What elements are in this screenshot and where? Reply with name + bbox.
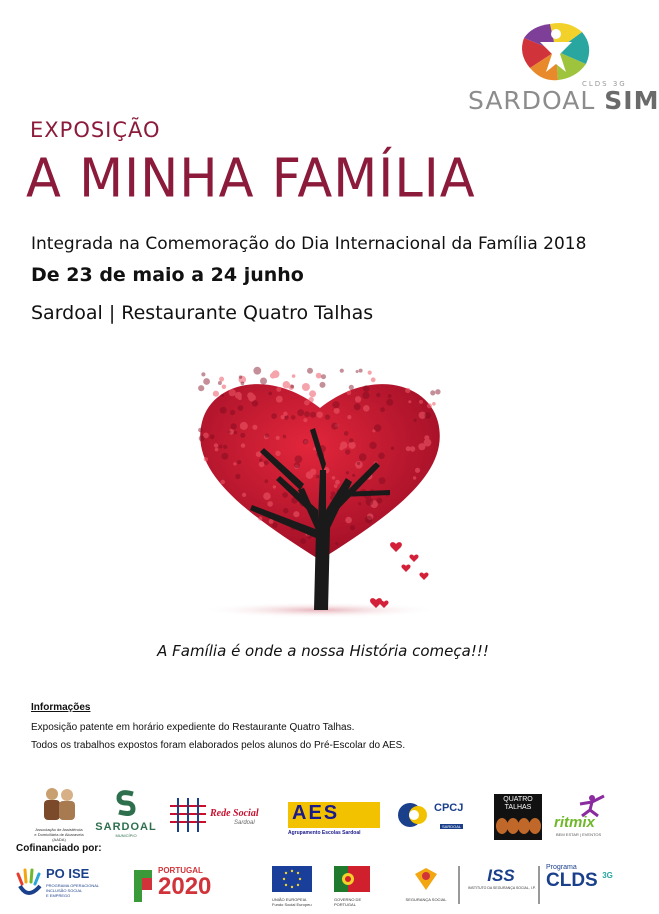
clay-pots-icon: [494, 812, 542, 836]
poise-hand-icon: [14, 868, 44, 900]
quatro-talhas-logo: [494, 794, 542, 840]
poise-sub-3: E EMPREGO: [46, 893, 71, 898]
family-quote: A Família é onde a nossa História começa!!!: [157, 642, 489, 660]
gov-text: GOVERNO DE PORTUGAL: [334, 897, 362, 907]
poise-subtext: [46, 883, 99, 898]
eu-sub: Fundo Social Europeu: [272, 902, 312, 907]
portugal-2020-logo: [130, 866, 250, 906]
iss-sub: INSTITUTO DA SEGURANÇA SOCIAL, I.P.: [468, 886, 536, 890]
sardoal-sim-wordmark: [468, 86, 659, 115]
cpcj-text: CPCJ: [434, 802, 464, 814]
poise-logo: [14, 866, 114, 906]
ritmix-sub: BEM ESTAR | EVENTOS: [556, 832, 602, 837]
rede-social-text: Rede Social: [210, 808, 259, 819]
clds-programa-text: Programa: [546, 864, 577, 871]
cpcj-sub: SARDOAL: [442, 824, 462, 829]
seguranca-social-icon: [411, 866, 441, 892]
poster-title: A MINHA FAMÍLIA: [26, 148, 476, 210]
sardoal-text: SARDOAL: [95, 821, 157, 833]
elderly-couple-icon: [34, 786, 84, 822]
sardoal-s-icon: [115, 790, 137, 816]
sardoal-sim-emblem-icon: [516, 20, 596, 82]
ritmix-text: ritmix: [554, 814, 595, 831]
rede-social-icon: [168, 796, 208, 836]
talhas-text: TALHAS: [504, 804, 532, 811]
info-line-2: Todos os trabalhos expostos foram elaborados pelos alunos do Pré-Escolar do AES.: [31, 740, 406, 751]
aada-logo: [34, 786, 84, 844]
aes-text: AES: [292, 802, 340, 824]
quatro-text: QUATRO: [503, 796, 533, 803]
poster-subtitle: Integrada na Comemoração do Dia Internacional da Família 2018: [31, 234, 587, 254]
rede-social-sub: Sardoal: [234, 820, 255, 826]
governo-portugal-logo: [334, 866, 384, 906]
poster-location: Sardoal | Restaurante Quatro Talhas: [31, 302, 374, 324]
heart-tree-illustration: [180, 360, 460, 620]
sardoal-municipio-logo: [94, 790, 158, 842]
rede-social-logo: [168, 796, 268, 840]
cofinanciado-label: Cofinanciado por:: [16, 843, 102, 854]
portugal-2020-icon: [130, 868, 156, 904]
seguranca-social-logo: [400, 866, 452, 906]
ritmix-logo: [554, 794, 618, 842]
p2020-text: 2020: [158, 873, 212, 900]
aes-sub: Agrupamento Escolas Sardoal: [288, 830, 361, 836]
iss-text: ISS: [487, 866, 515, 885]
sardoal-word: SARDOAL: [468, 86, 596, 115]
seguranca-social-text: SEGURANÇA SOCIAL: [405, 897, 447, 902]
portugal-flag-icon: [334, 866, 370, 892]
clds-3g-small-text: CLDS 3G: [582, 80, 627, 88]
heart-tree-icon: [180, 360, 460, 620]
eu-flag-icon: [272, 866, 312, 892]
poise-sub-1: PROGRAMA OPERACIONAL: [46, 883, 100, 888]
exposicao-kicker: EXPOSIÇÃO: [30, 118, 161, 142]
iss-logo: [468, 866, 534, 906]
aada-text: Associação de Assistência e Domiciliária de Alcaravela (AADA): [34, 827, 84, 842]
info-line-1: Exposição patente em horário expediente do Restaurante Quatro Talhas.: [31, 722, 355, 733]
municipio-text: MUNICÍPIO: [115, 833, 137, 838]
cpcj-logo: [396, 798, 472, 838]
portugal-text: PORTUGAL: [158, 866, 203, 875]
poster-dates: De 23 de maio a 24 junho: [31, 264, 304, 286]
sim-word: SIM: [604, 86, 659, 115]
eu-logo: [272, 866, 324, 906]
sardoal-sim-logo: [464, 20, 659, 120]
poise-text: PO ISE: [46, 866, 90, 881]
funder-divider: [458, 866, 460, 904]
poise-sub-2: INCLUSÃO SOCIAL: [46, 888, 83, 893]
funder-divider-2: [538, 866, 540, 904]
aes-logo: [288, 802, 380, 838]
clds-text: CLDS: [546, 870, 598, 891]
clds-3g-text: 3G: [602, 871, 613, 880]
cpcj-icon: [396, 800, 432, 830]
eu-text: UNIÃO EUROPEIA: [272, 897, 307, 902]
clds-3g-logo: [546, 864, 636, 906]
info-heading: Informações: [31, 702, 91, 713]
